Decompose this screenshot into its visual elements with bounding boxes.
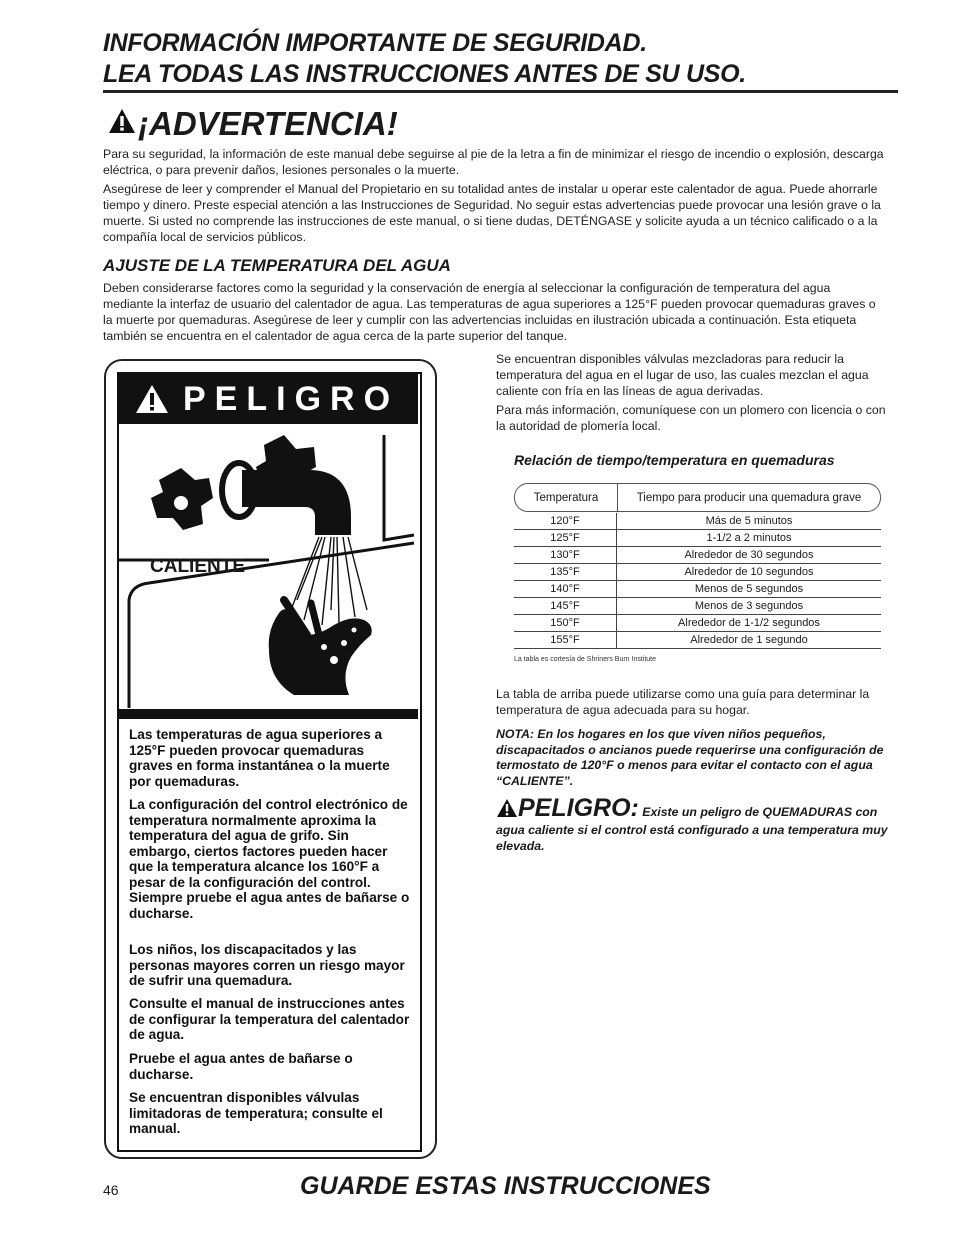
table-cell-time: Alrededor de 10 segundos (684, 566, 814, 578)
table-row (514, 564, 881, 581)
table-row (514, 615, 881, 632)
table-cell-temperature: 135°F (514, 564, 617, 580)
quemaduras-caption: QUEMADURAS (189, 666, 273, 678)
burn-table-col-temperature: Temperatura (515, 484, 618, 511)
table-row (514, 530, 881, 547)
scald-danger-notice (496, 794, 896, 854)
danger-label-band (119, 374, 418, 424)
warning-triangle-icon (108, 104, 136, 144)
scald-danger-word: PELIGRO: (518, 794, 639, 822)
warning-title-text: ¡ADVERTENCIA! (138, 105, 398, 142)
table-cell-temperature: 130°F (514, 547, 617, 563)
page-header (103, 28, 903, 90)
mixing-valves-paragraph: Se encuentran disponibles válvulas mezcladoras para reducir la temperatura del agua en el lugar de uso, las cuales mezclan el agua caliente con fría en las líneas de agua derivadas. (496, 352, 869, 398)
table-cell-time: Menos de 5 segundos (694, 583, 804, 595)
warning-title (108, 104, 398, 144)
table-cell-temperature: 125°F (514, 530, 617, 546)
burn-table-body (514, 513, 881, 649)
table-cell-temperature: 145°F (514, 598, 617, 614)
warning-paragraph-2: Asegúrese de leer y comprender el Manual del Propietario en su totalidad antes de instalar u operar este calentador de agua. Puede ahorrarle tiempo y dinero. Preste especial atención a las Instrucciones de Seguridad. No seguir estas advertencias puede provocar una lesión grave o la muerte. Si usted no comprende las instrucciones de este manual, o si tiene dudas, DETÉNGASE y solicite ayuda a un técnico calificado o a la compañía local de servicios públicos. (103, 182, 881, 244)
table-row (514, 598, 881, 615)
danger-label-word: PELIGRO (183, 379, 400, 418)
scald-danger-text: Existe un peligro de QUEMADURAS con agua caliente si el control está configurado a una temperatura muy elevada. (496, 805, 888, 853)
table-cell-temperature: 140°F (514, 581, 617, 597)
table-row (514, 632, 881, 649)
table-cell-time: 1-1/2 a 2 minutos (706, 532, 792, 544)
table-row (514, 513, 881, 530)
plumber-paragraph: Para más información, comuníquese con un plomero con licencia o con la autoridad de plomería local. (496, 403, 886, 433)
table-usage-paragraph: La tabla de arriba puede utilizarse como una guía para determinar la temperatura de agua adecuada para su hogar. (496, 687, 870, 717)
table-cell-time: Alrededor de 30 segundos (684, 549, 814, 561)
table-cell-time: Alrededor de 1-1/2 segundos (678, 617, 820, 629)
danger-text-2: La configuración del control electrónico de temperatura normalmente aproxima la temperatura del agua de grifo. Sin embargo, ciertos factores pueden hacer que la temperatura alcance los 160°F a pesar de la configuración del control. Siempre pruebe el agua antes de bañarse o ducharse. (129, 797, 410, 921)
danger-text-3: Los niños, los discapacitados y las personas mayores corren un riesgo mayor de sufrir una quemadura. (129, 942, 405, 988)
table-credit: La tabla es cortesía de Shriners Burn Institute (514, 656, 657, 663)
burn-table-col-time: Tiempo para producir una quemadura grave (636, 491, 862, 504)
table-row (514, 581, 881, 598)
table-cell-temperature: 150°F (514, 615, 617, 631)
scald-danger-triangle-icon (496, 798, 518, 822)
header-divider (103, 90, 898, 93)
table-cell-temperature: 155°F (514, 632, 617, 648)
burn-table-title: Relación de tiempo/temperatura en quemaduras (514, 452, 835, 468)
table-cell-temperature: 120°F (514, 513, 617, 529)
danger-text-5: Pruebe el agua antes de bañarse o ducharse. (129, 1051, 353, 1082)
warning-paragraph-1: Para su seguridad, la información de este manual debe seguirse al pie de la letra a fin de minimizar el riesgo de incendio o explosión, descarga eléctrica, o para prevenir daños, lesiones personales o la muerte. (103, 147, 884, 177)
temperature-section-body: Deben considerarse factores como la seguridad y la conservación de energía al seleccionar la configuración de temperatura del agua mediante la interfaz de usuario del calentador de agua. Las temperaturas de agua superiores a 125°F pueden provocar quemaduras graves o la muerte por quemaduras. Asegúrese de leer y cumplir con las advertencias incluidas en ilustración ubicada a continuación. Esta etiqueta también se encuentra en el calentador de agua cerca de la parte superior del tanque. (103, 281, 876, 343)
caliente-sign: CALIENTE (150, 556, 245, 577)
header-line-2: LEA TODAS LAS INSTRUCCIONES ANTES DE SU USO. (103, 60, 746, 88)
danger-text-4: Consulte el manual de instrucciones antes de configurar la temperatura del calentador de agua. (129, 996, 410, 1042)
page-number: 46 (103, 1182, 119, 1198)
danger-triangle-icon (135, 384, 169, 414)
danger-label-divider (119, 709, 418, 719)
temperature-section-heading: AJUSTE DE LA TEMPERATURA DEL AGUA (103, 256, 451, 275)
danger-text-6: Se encuentran disponibles válvulas limitadoras de temperatura; consulte el manual. (129, 1090, 383, 1136)
table-cell-time: Menos de 3 segundos (694, 600, 804, 612)
danger-text-1: Las temperaturas de agua superiores a 125°F pueden provocar quemaduras graves en forma instantánea o la muerte por quemaduras. (129, 727, 390, 789)
table-row (514, 547, 881, 564)
footer-text: GUARDE ESTAS INSTRUCCIONES (300, 1172, 711, 1200)
burn-table-header (514, 483, 881, 512)
table-cell-time: Más de 5 minutos (705, 515, 793, 527)
note-paragraph: NOTA: En los hogares en los que viven niños pequeños, discapacitados o ancianos puede requerirse una configuración de termostato de 120°F o menos para evitar el contacto con el agua “CALIENTE”. (496, 727, 884, 788)
table-cell-time: Alrededor de 1 segundo (690, 634, 808, 646)
header-line-1: INFORMACIÓN IMPORTANTE DE SEGURIDAD. (103, 29, 647, 57)
